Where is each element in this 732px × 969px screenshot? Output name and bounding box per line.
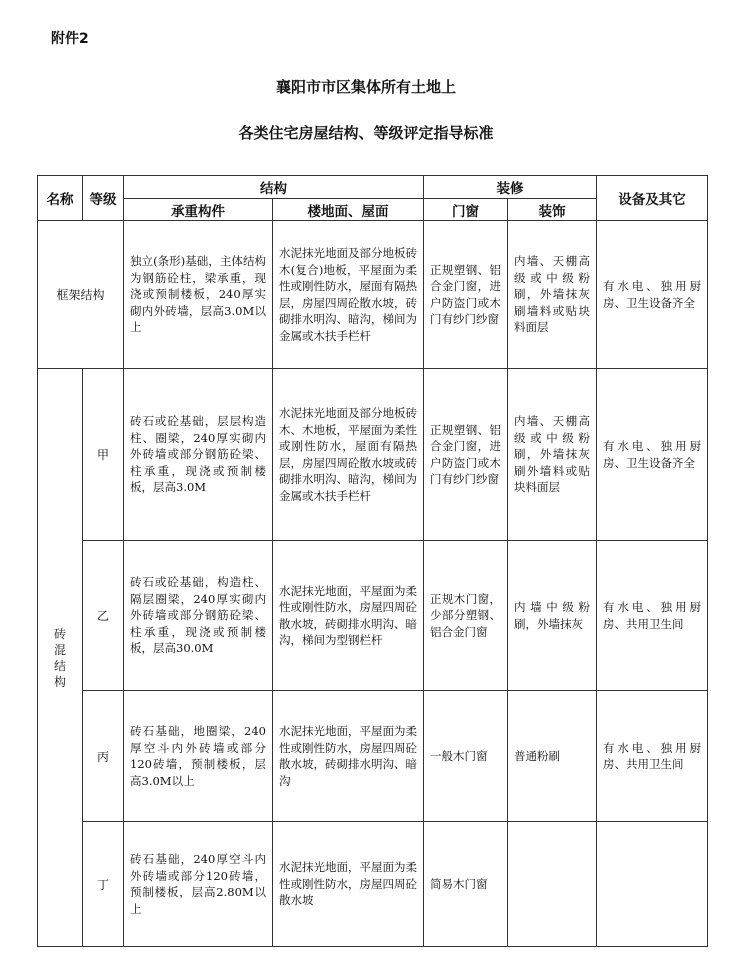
floor-roof-text: 水泥抹光地面及部分地板砖木、木地板，平屋面为柔性或刚性防水，屋面有隔热层，房屋四周砼散水坡或砖砌排水明沟、暗沟，梯间为金属或木扶手栏杆 xyxy=(279,406,417,503)
table-row-brick-yi xyxy=(38,541,708,691)
finishes-cell xyxy=(508,369,597,541)
header-load-bearing: 承重构件 xyxy=(124,199,273,221)
load-bearing-text: 砖石基础，地圈梁，240厚空斗内外砖墙或部分120砖墙，预制楼板，层高3.0M以上 xyxy=(130,724,266,788)
doors-windows-cell xyxy=(424,369,508,541)
frame-name: 框架结构 xyxy=(56,288,105,302)
frame-equipment-cell xyxy=(597,221,708,369)
header-finishes: 装饰 xyxy=(508,199,597,221)
frame-equipment: 有水电、独用厨房、卫生设备齐全 xyxy=(603,279,701,310)
brick-name: 砖混结构 xyxy=(53,626,66,689)
grade-label: 丙 xyxy=(96,749,109,764)
grade-label: 丁 xyxy=(96,877,109,892)
floor-roof-cell xyxy=(273,822,424,947)
load-bearing-text: 砖石基础，240厚空斗内外砖墙或部分120砖墙，预制楼板，层高2.80M以上 xyxy=(130,852,266,916)
document-title-line1: 襄阳市市区集体所有土地上 xyxy=(275,78,456,96)
equipment-cell xyxy=(597,541,708,691)
load-bearing-cell xyxy=(124,822,273,947)
finishes-text: 普通粉刷 xyxy=(514,748,560,763)
equipment-cell xyxy=(597,822,708,947)
finishes-cell xyxy=(508,691,597,822)
frame-doors-windows-cell xyxy=(424,221,508,369)
standards-table xyxy=(37,175,708,947)
attachment-label: 附件2 xyxy=(51,31,89,47)
doors-windows-cell xyxy=(424,541,508,691)
frame-load-bearing-cell xyxy=(124,221,273,369)
table-row-brick-bing xyxy=(38,691,708,822)
load-bearing-cell xyxy=(124,691,273,822)
table-row-frame xyxy=(38,221,708,369)
doors-windows-text: 简易木门窗 xyxy=(430,876,488,891)
frame-floor-roof: 水泥抹光地面及部分地板砖木(复合)地板，平屋面为柔性或刚性防水，屋面有隔热层，房屋四周砼散水坡，砖砌排水明沟、暗沟，梯间为金属或木扶手栏杆 xyxy=(279,246,417,343)
header-decoration: 装修 xyxy=(424,176,597,199)
grade-label: 甲 xyxy=(96,448,109,462)
header-equipment: 设备及其它 xyxy=(597,176,708,221)
frame-load-bearing: 独立(条形)基础，主体结构为钢筋砼柱，梁承重，现浇或预制楼板，240厚实砌内外砖墙，层高3.0M以上 xyxy=(130,254,266,335)
doors-windows-cell xyxy=(424,822,508,947)
equipment-text: 有水电、独用厨房、卫生设备齐全 xyxy=(603,439,701,470)
table-row-brick-jia xyxy=(38,369,708,541)
header-grade: 等级 xyxy=(83,176,124,221)
equipment-text: 有水电、独用厨房、共用卫生间 xyxy=(603,600,701,631)
finishes-cell xyxy=(508,541,597,691)
floor-roof-text: 水泥抹光地面，平屋面为柔性或刚性防水，房屋四周砼散水坡，砖砌排水明沟、暗沟，梯间为型钢栏杆 xyxy=(279,583,417,647)
grade-cell xyxy=(83,691,124,822)
load-bearing-cell xyxy=(124,369,273,541)
load-bearing-text: 砖石或砼基础，层层构造柱、圈梁，240厚实砌内外砖墙或部分钢筋砼梁、柱承重，现浇或预制楼板，层高3.0M xyxy=(130,414,266,495)
header-structure: 结构 xyxy=(124,176,424,199)
doors-windows-text: 一般木门窗 xyxy=(430,748,488,763)
floor-roof-cell xyxy=(273,541,424,691)
floor-roof-text: 水泥抹光地面，平屋面为柔性或刚性防水，房屋四周砼散水坡，砖砌排水明沟、暗沟 xyxy=(279,724,417,788)
floor-roof-text: 水泥抹光地面，平屋面为柔性或刚性防水，房屋四周砼散水坡 xyxy=(279,860,417,908)
grade-cell xyxy=(83,541,124,691)
brick-name-cell xyxy=(38,369,83,947)
finishes-text: 内墙中级粉刷，外墙抹灰 xyxy=(514,600,590,631)
grade-cell xyxy=(83,369,124,541)
finishes-text: 内墙、天棚高级或中级粉刷，外墙抹灰刷外墙料或贴块料面层 xyxy=(514,414,590,495)
frame-finishes-cell xyxy=(508,221,597,369)
load-bearing-text: 砖石或砼基础，构造柱、隔层圈梁，240厚实砌内外砖墙或部分钢筋砼梁、柱承重，现浇或预制楼板，层高30.0M xyxy=(130,575,266,656)
header-doors-windows: 门窗 xyxy=(424,199,508,221)
doors-windows-cell xyxy=(424,691,508,822)
load-bearing-cell xyxy=(124,541,273,691)
doors-windows-text: 正规塑钢、铝合金门窗，进户防盗门或木门有纱门纱窗 xyxy=(430,422,501,486)
grade-label: 乙 xyxy=(96,609,109,623)
floor-roof-cell xyxy=(273,369,424,541)
grade-cell xyxy=(83,822,124,947)
frame-finishes: 内墙、天棚高级或中级粉刷，外墙抹灰刷墙料或贴块料面层 xyxy=(514,254,590,335)
document-title-line2: 各类住宅房屋结构、等级评定指导标准 xyxy=(238,124,494,142)
header-row-1 xyxy=(38,176,708,199)
frame-floor-roof-cell xyxy=(273,221,424,369)
header-floor-roof: 楼地面、屋面 xyxy=(273,199,424,221)
frame-name-cell xyxy=(38,221,124,369)
header-name: 名称 xyxy=(38,176,83,221)
equipment-cell xyxy=(597,691,708,822)
equipment-text: 有水电、独用厨房、共用卫生间 xyxy=(603,740,701,771)
equipment-cell xyxy=(597,369,708,541)
frame-doors-windows: 正规塑钢、铝合金门窗，进户防盗门或木门有纱门纱窗 xyxy=(430,262,501,326)
doors-windows-text: 正规木门窗，少部分塑钢、铝合金门窗 xyxy=(430,591,501,639)
finishes-cell xyxy=(508,822,597,947)
table-row-brick-ding xyxy=(38,822,708,947)
floor-roof-cell xyxy=(273,691,424,822)
